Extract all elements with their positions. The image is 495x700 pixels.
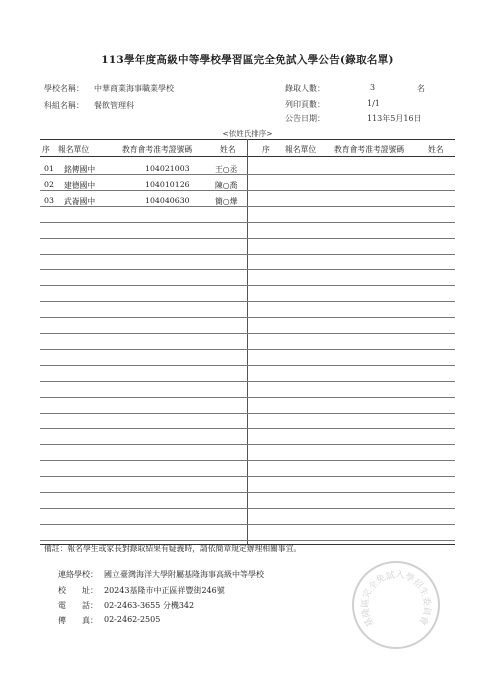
header-seq-left: 序 — [42, 145, 50, 154]
program-name-label: 科組名稱： — [44, 101, 84, 110]
contact-address-label: 校 址： — [58, 586, 98, 595]
row-rule — [40, 413, 455, 414]
header-name-right: 姓名 — [428, 145, 444, 154]
row-rule — [40, 317, 455, 318]
row-2-name: 陳○喬 — [215, 181, 238, 190]
row-1-name: 王○丞 — [215, 165, 238, 174]
row-rule — [40, 397, 455, 398]
header-unit-left: 報名單位 — [58, 145, 90, 154]
header-seq-right: 序 — [262, 145, 270, 154]
contact-org-label: 連絡學校： — [58, 570, 98, 579]
row-rule — [40, 206, 455, 207]
seal-glyph: 會 — [416, 613, 430, 627]
seal-glyph: 隆 — [360, 607, 373, 619]
row-1-unit: 銘傳國中 — [64, 165, 96, 174]
seal-glyph: 學 — [403, 572, 416, 585]
admitted-count-label: 錄取人數： — [285, 84, 325, 93]
row-3-name: 簡○燁 — [215, 197, 238, 206]
seal-glyph: 基 — [363, 615, 377, 629]
row-rule — [40, 381, 455, 382]
seal-glyph: 生 — [416, 585, 430, 599]
pages-label: 列印頁數： — [285, 100, 325, 109]
contact-phone-label: 電 話： — [58, 601, 98, 610]
seal-glyph: 區 — [360, 598, 372, 609]
row-rule — [40, 444, 455, 445]
announce-date-label: 公告日期： — [285, 114, 325, 123]
row-3-unit: 武崙國中 — [64, 197, 96, 206]
admitted-count-value: 3 — [370, 83, 376, 92]
admission-table — [40, 139, 455, 545]
row-rule — [40, 492, 455, 493]
row-3-seq: 03 — [44, 196, 54, 205]
announce-date-value: 113年5月16日 — [367, 114, 422, 123]
row-2-unit: 建德國中 — [64, 181, 96, 190]
program-name-value: 餐飲管理科 — [94, 101, 134, 110]
row-rule — [40, 269, 455, 270]
row-1-exam-id: 104021003 — [145, 164, 190, 173]
sort-note: <依姓氏排序> — [222, 129, 273, 138]
seal-glyph: 試 — [384, 570, 396, 582]
header-name-left: 姓名 — [220, 145, 236, 154]
contact-org-value: 國立臺灣海洋大學附屬基隆海事高級中等學校 — [104, 570, 264, 579]
school-name-label: 學校名稱： — [44, 84, 84, 93]
header-exam-id-left: 教育會考准考證號碼 — [122, 145, 193, 154]
row-rule — [40, 190, 455, 191]
row-1-seq: 01 — [44, 164, 54, 173]
seal-glyph: 委 — [420, 596, 432, 607]
row-rule — [40, 238, 455, 239]
seal-glyph: 完 — [361, 587, 375, 600]
row-rule — [40, 301, 455, 302]
row-2-exam-id: 104010126 — [145, 180, 190, 189]
seal-glyph: 全 — [366, 578, 381, 593]
row-rule — [40, 508, 455, 509]
page-title: 113學年度高級中等學校學習區完全免試入學公告(錄取名單) — [101, 54, 394, 66]
row-rule — [40, 428, 455, 429]
row-rule — [40, 333, 455, 334]
row-rule — [40, 540, 455, 541]
header-unit-right: 報名單位 — [285, 145, 317, 154]
pages-value: 1/1 — [367, 99, 380, 108]
admitted-count-unit: 名 — [417, 84, 425, 93]
contact-fax-value: 02-2462-2505 — [104, 615, 161, 624]
row-rule — [40, 174, 455, 175]
school-name-value: 中華商業海事職業學校 — [94, 84, 174, 93]
remarks-note: 備註：報名學生或家長對錄取結果有疑義時，請依簡章規定辦理相關事宜。 — [44, 544, 302, 553]
row-rule — [40, 524, 455, 525]
seal-glyph: 入 — [394, 570, 406, 582]
seal-glyph: 員 — [420, 605, 432, 617]
row-rule — [40, 460, 455, 461]
row-rule — [40, 365, 455, 366]
row-rule — [40, 476, 455, 477]
seal-glyph: 免 — [374, 572, 388, 587]
row-2-seq: 02 — [44, 180, 54, 189]
row-rule — [40, 254, 455, 255]
row-3-exam-id: 104040630 — [145, 196, 190, 205]
table-center-divider — [247, 139, 248, 545]
contact-phone-value: 02-2463-3655 分機342 — [104, 601, 195, 610]
official-seal-stamp — [344, 553, 448, 657]
header-exam-id-right: 教育會考准考證號碼 — [334, 145, 405, 154]
contact-fax-label: 傳 真： — [58, 616, 98, 625]
seal-glyph: 招 — [410, 577, 425, 591]
contact-address-value: 20243基隆市中正區祥豐街246號 — [104, 586, 225, 595]
row-rule — [40, 285, 455, 286]
row-rule — [40, 349, 455, 350]
row-rule — [40, 222, 455, 223]
